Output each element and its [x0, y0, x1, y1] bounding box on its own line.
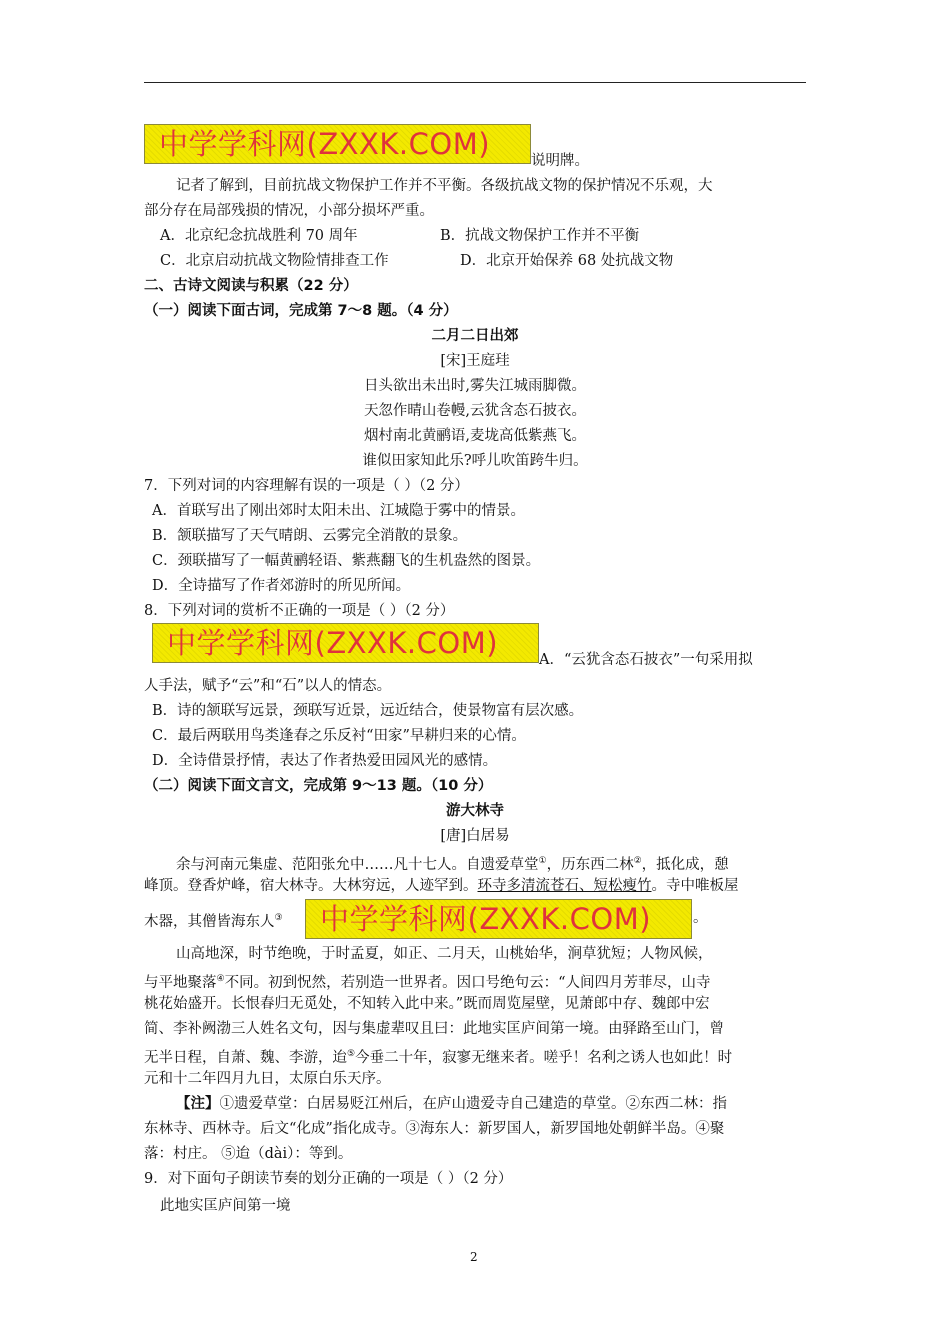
header-rule — [144, 82, 806, 83]
q8-stem: 8．下列对词的赏析不正确的一项是（ ）（2 分） — [144, 603, 455, 619]
prose-author: [唐]白居易 — [440, 828, 510, 844]
footnote-marker: ④ — [216, 974, 225, 984]
prose-line: 桃花始盛开。长恨春归无觅处，不知转入此中来。”既而周览屋壁，见萧郎中存、魏郎中宏 — [144, 996, 710, 1012]
prose-line-end: 。 — [693, 910, 708, 926]
prose-line: 简、李补阙渤三人姓名文句，因与集虚辈叹且曰：此地实匡庐间第一境。由驿路至山门，曾 — [144, 1021, 724, 1037]
prose-line: 峰顶。登香炉峰，宿大林寺。大林穷远，人迹罕到。环寺多清流苍石、短松瘦竹。寺中唯板屋 — [144, 878, 739, 894]
subsection-heading: （一）阅读下面古词，完成第 7～8 题。（4 分） — [144, 303, 458, 319]
page-number: 2 — [470, 1250, 478, 1264]
prose-line: 木器，其僧皆海东人③ — [144, 913, 283, 930]
notes-line: 【注】①遗爱草堂：白居易贬江州后，在庐山遗爱寺自己建造的草堂。②东西二林：指 — [176, 1096, 727, 1112]
underlined-phrase: 环寺多清流苍石、短松瘦竹 — [477, 878, 652, 894]
q8-option: B．诗的颔联写远景，颈联写近景，远近结合，使景物富有层次感。 — [152, 703, 584, 719]
q6-paragraph-line: 部分存在局部残损的情况，小部分损坏严重。 — [144, 203, 434, 219]
q7-option: D．全诗描写了作者郊游时的所见所闻。 — [152, 578, 411, 594]
footnote-marker: ① — [538, 856, 547, 866]
q9-stem: 9．对下面句子朗读节奏的划分正确的一项是（ ）（2 分） — [144, 1171, 513, 1187]
prose-line: 与平地聚落④不同。初到怳然，若别造一世界者。因口号绝句云：“人间四月芳菲尽，山寺 — [144, 974, 711, 991]
notes-label: 【注】 — [176, 1096, 220, 1112]
section-heading: 二、古诗文阅读与积累（22 分） — [144, 278, 358, 294]
q8-option-a: A．“云犹含态石披衣”一句采用拟 — [539, 652, 753, 668]
notes-line: 落：村庄。 ⑤迨（dài）：等到。 — [144, 1146, 353, 1162]
watermark-logo: 中学学科网(ZXXK.COM) — [144, 124, 531, 164]
q7-stem: 7．下列对词的内容理解有误的一项是（ ）（2 分） — [144, 478, 469, 494]
q6-option-b: B．抗战文物保护工作并不平衡 — [440, 228, 640, 244]
q6-option-d: D．北京开始保养 68 处抗战文物 — [460, 253, 674, 269]
poem-author: [宋]王庭珪 — [440, 353, 510, 369]
q8-option: D．全诗借景抒情，表达了作者热爱田园风光的感情。 — [152, 753, 498, 769]
subsection-heading: （二）阅读下面文言文，完成第 9～13 题。（10 分） — [144, 778, 493, 794]
footnote-marker: ⑤ — [347, 1049, 356, 1059]
notes-line: 东林寺、西林寺。后文“化成”指化成寺。③海东人：新罗国人，新罗国地处朝鲜半岛。④聚 — [144, 1121, 725, 1137]
poem-title: 二月二日出郊 — [431, 328, 519, 344]
watermark-logo: 中学学科网(ZXXK.COM) — [152, 623, 539, 663]
poem-line: 烟村南北黄鹂语,麦垅高低紫燕飞。 — [363, 428, 587, 444]
watermark-logo: 中学学科网(ZXXK.COM) — [305, 899, 692, 939]
prose-line: 余与河南元集虚、范阳张允中……凡十七人。自遗爱草堂①，历东西二林②，抵化成，憩 — [176, 856, 729, 873]
q6-tail: 说明牌。 — [531, 153, 589, 169]
poem-line: 日头欲出未出时,雾失江城雨脚微。 — [363, 378, 587, 394]
q9-sentence: 此地实匡庐间第一境 — [160, 1198, 291, 1214]
q7-option: C．颈联描写了一幅黄鹂轻语、紫燕翻飞的生机盎然的图景。 — [152, 553, 541, 569]
prose-line: 无半日程，自萧、魏、李游，迨⑤今垂二十年，寂寥无继来者。嗟乎！名利之诱人也如此！时 — [144, 1049, 733, 1066]
q7-option: A．首联写出了刚出郊时太阳未出、江城隐于雾中的情景。 — [152, 503, 525, 519]
q8-option-a-cont: 人手法，赋予“云”和“石”以人的情态。 — [144, 678, 392, 694]
footnote-marker: ② — [633, 856, 642, 866]
footnote-marker: ③ — [274, 913, 283, 923]
q6-option-a: A．北京纪念抗战胜利 70 周年 — [160, 228, 358, 244]
poem-line: 天忽作晴山卷幔,云犹含态石披衣。 — [363, 403, 587, 419]
prose-title: 游大林寺 — [446, 803, 504, 819]
q6-paragraph-line: 记者了解到，目前抗战文物保护工作并不平衡。各级抗战文物的保护情况不乐观，大 — [176, 178, 713, 194]
q6-option-c: C．北京启动抗战文物险情排查工作 — [160, 253, 389, 269]
prose-line: 元和十二年四月九日，太原白乐天序。 — [144, 1071, 391, 1087]
q7-option: B．颔联描写了天气晴朗、云雾完全消散的景象。 — [152, 528, 468, 544]
q8-option: C．最后两联用鸟类逢春之乐反衬“田家”早耕归来的心情。 — [152, 728, 526, 744]
prose-line: 山高地深，时节绝晚，于时孟夏，如正、二月天，山桃始华，涧草犹短；人物风候， — [176, 946, 713, 962]
poem-line: 谁似田家知此乐?呼儿吹笛跨牛归。 — [362, 453, 588, 469]
